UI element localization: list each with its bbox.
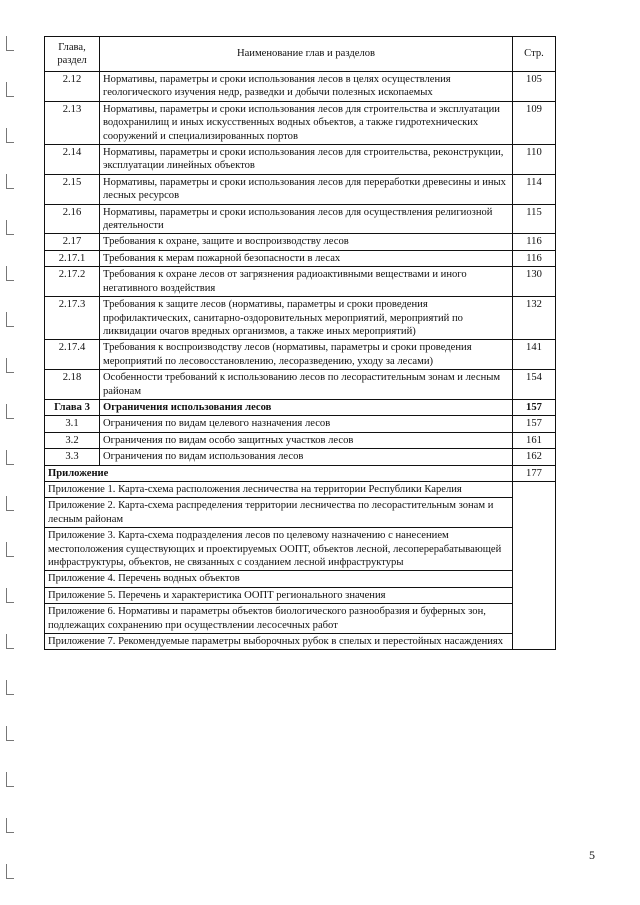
section-title: Нормативы, параметры и сроки использования лесов для строительства и эксплуатации водохранилищ и иных искусственных водных объектов, а также гидротехнических сооружений и специализированных портов xyxy=(100,101,513,144)
appendix-page-ref: 177 xyxy=(513,465,556,481)
page-ref: 110 xyxy=(513,145,556,175)
binding-margin-marks xyxy=(6,0,20,905)
page-ref: 115 xyxy=(513,204,556,234)
section-number: 2.15 xyxy=(45,174,100,204)
section-number: 3.2 xyxy=(45,432,100,448)
table-body xyxy=(45,72,556,650)
table-row xyxy=(45,416,556,432)
section-number: 2.17.1 xyxy=(45,250,100,266)
margin-mark xyxy=(6,266,14,281)
section-number: 2.18 xyxy=(45,370,100,400)
page-ref: 154 xyxy=(513,370,556,400)
margin-mark xyxy=(6,312,14,327)
appendix-item: Приложение 3. Карта-схема подразделения лесов по целевому назначению с нанесением местоположения существующих и проектируемых ООПТ, объектов лесной, лесоперерабатывающей инфраструктуры, объектов, не связанных с созданием лесной инфраструктуры xyxy=(45,528,512,571)
margin-mark xyxy=(6,542,14,557)
margin-mark xyxy=(6,174,14,189)
section-title: Ограничения по видам использования лесов xyxy=(100,449,513,465)
section-title: Требования к охране, защите и воспроизводству лесов xyxy=(100,234,513,250)
table-row xyxy=(45,370,556,400)
page-ref: 162 xyxy=(513,449,556,465)
page-ref: 132 xyxy=(513,297,556,340)
appendix-heading-row xyxy=(45,465,556,481)
section-number: 3.1 xyxy=(45,416,100,432)
page-ref: 157 xyxy=(513,416,556,432)
table-row xyxy=(45,432,556,448)
section-number: 2.17.4 xyxy=(45,340,100,370)
section-title: Нормативы, параметры и сроки использования лесов для осуществления религиозной деятельности xyxy=(100,204,513,234)
table-row xyxy=(45,297,556,340)
section-number: Глава 3 xyxy=(45,399,100,415)
margin-mark xyxy=(6,128,14,143)
margin-mark xyxy=(6,864,14,879)
section-title: Ограничения по видам целевого назначения лесов xyxy=(100,416,513,432)
margin-mark xyxy=(6,82,14,97)
section-number: 3.3 xyxy=(45,449,100,465)
page-ref: 109 xyxy=(513,101,556,144)
appendix-item: Приложение 4. Перечень водных объектов xyxy=(45,571,512,587)
section-number: 2.17.2 xyxy=(45,267,100,297)
margin-mark xyxy=(6,36,14,51)
appendix-item: Приложение 1. Карта-схема расположения лесничества на территории Республики Карелия xyxy=(45,482,512,498)
section-number: 2.13 xyxy=(45,101,100,144)
section-title: Ограничения использования лесов xyxy=(100,399,513,415)
margin-mark xyxy=(6,634,14,649)
page-ref: 116 xyxy=(513,250,556,266)
page-ref: 130 xyxy=(513,267,556,297)
table-of-contents xyxy=(44,36,556,650)
margin-mark xyxy=(6,358,14,373)
section-title: Ограничения по видам особо защитных участков лесов xyxy=(100,432,513,448)
section-title: Требования к воспроизводству лесов (нормативы, параметры и сроки проведения мероприятий по лесовосстановлению, лесоразведению, уходу за лесами) xyxy=(100,340,513,370)
margin-mark xyxy=(6,220,14,235)
margin-mark xyxy=(6,726,14,741)
margin-mark xyxy=(6,772,14,787)
appendix-item: Приложение 5. Перечень и характеристика ООПТ регионального значения xyxy=(45,588,512,604)
section-title: Нормативы, параметры и сроки использования лесов для переработки древесины и иных лесных ресурсов xyxy=(100,174,513,204)
section-title: Особенности требований к использованию лесов по лесорастительным зонам и лесным районам xyxy=(100,370,513,400)
table-row xyxy=(45,234,556,250)
section-title: Требования к мерам пожарной безопасности в лесах xyxy=(100,250,513,266)
header-section: Глава, раздел xyxy=(45,37,100,72)
section-number: 2.17 xyxy=(45,234,100,250)
margin-mark xyxy=(6,818,14,833)
table-row xyxy=(45,72,556,102)
table-row xyxy=(45,101,556,144)
table-row xyxy=(45,145,556,175)
table-row xyxy=(45,250,556,266)
table-row xyxy=(45,340,556,370)
table-header-row xyxy=(45,37,556,72)
margin-mark xyxy=(6,680,14,695)
table-row xyxy=(45,267,556,297)
margin-mark xyxy=(6,450,14,465)
margin-mark xyxy=(6,404,14,419)
appendix-page-blank xyxy=(513,481,556,649)
page-ref: 105 xyxy=(513,72,556,102)
appendix-list-row xyxy=(45,481,556,649)
page-ref: 141 xyxy=(513,340,556,370)
table-row xyxy=(45,449,556,465)
section-title: Нормативы, параметры и сроки использования лесов в целях осуществления геологического изучения недр, разведки и добычи полезных ископаемых xyxy=(100,72,513,102)
section-title: Нормативы, параметры и сроки использования лесов для строительства, реконструкции, эксплуатации линейных объектов xyxy=(100,145,513,175)
appendix-item: Приложение 2. Карта-схема распределения территории лесничества по лесорастительным зонам и лесным районам xyxy=(45,498,512,528)
table-row xyxy=(45,399,556,415)
appendix-item: Приложение 7. Рекомендуемые параметры выборочных рубок в спелых и перестойных насаждениях xyxy=(48,636,504,648)
header-title: Наименование глав и разделов xyxy=(100,37,513,72)
margin-mark xyxy=(6,496,14,511)
page-ref: 161 xyxy=(513,432,556,448)
appendix-list xyxy=(45,481,513,649)
page-number: 5 xyxy=(589,848,595,862)
page-ref: 114 xyxy=(513,174,556,204)
appendix-item: Приложение 6. Нормативы и параметры объектов биологического разнообразия и буферных зон, подлежащих сохранению при осуществлении лесосечных работ xyxy=(45,604,512,634)
table-row xyxy=(45,204,556,234)
margin-mark xyxy=(6,588,14,603)
section-number: 2.17.3 xyxy=(45,297,100,340)
table-row xyxy=(45,174,556,204)
page-ref: 116 xyxy=(513,234,556,250)
header-page: Стр. xyxy=(513,37,556,72)
section-title: Требования к охране лесов от загрязнения радиоактивными веществами и иного негативного воздействия xyxy=(100,267,513,297)
section-number: 2.16 xyxy=(45,204,100,234)
section-number: 2.14 xyxy=(45,145,100,175)
section-title: Требования к защите лесов (нормативы, параметры и сроки проведения профилактических, санитарно-оздоровительных мероприятий, мероприятий по ликвидации очагов вредных организмов, а также иных мероприятий) xyxy=(100,297,513,340)
appendix-heading: Приложение xyxy=(45,465,513,481)
section-number: 2.12 xyxy=(45,72,100,102)
page-ref: 157 xyxy=(513,399,556,415)
